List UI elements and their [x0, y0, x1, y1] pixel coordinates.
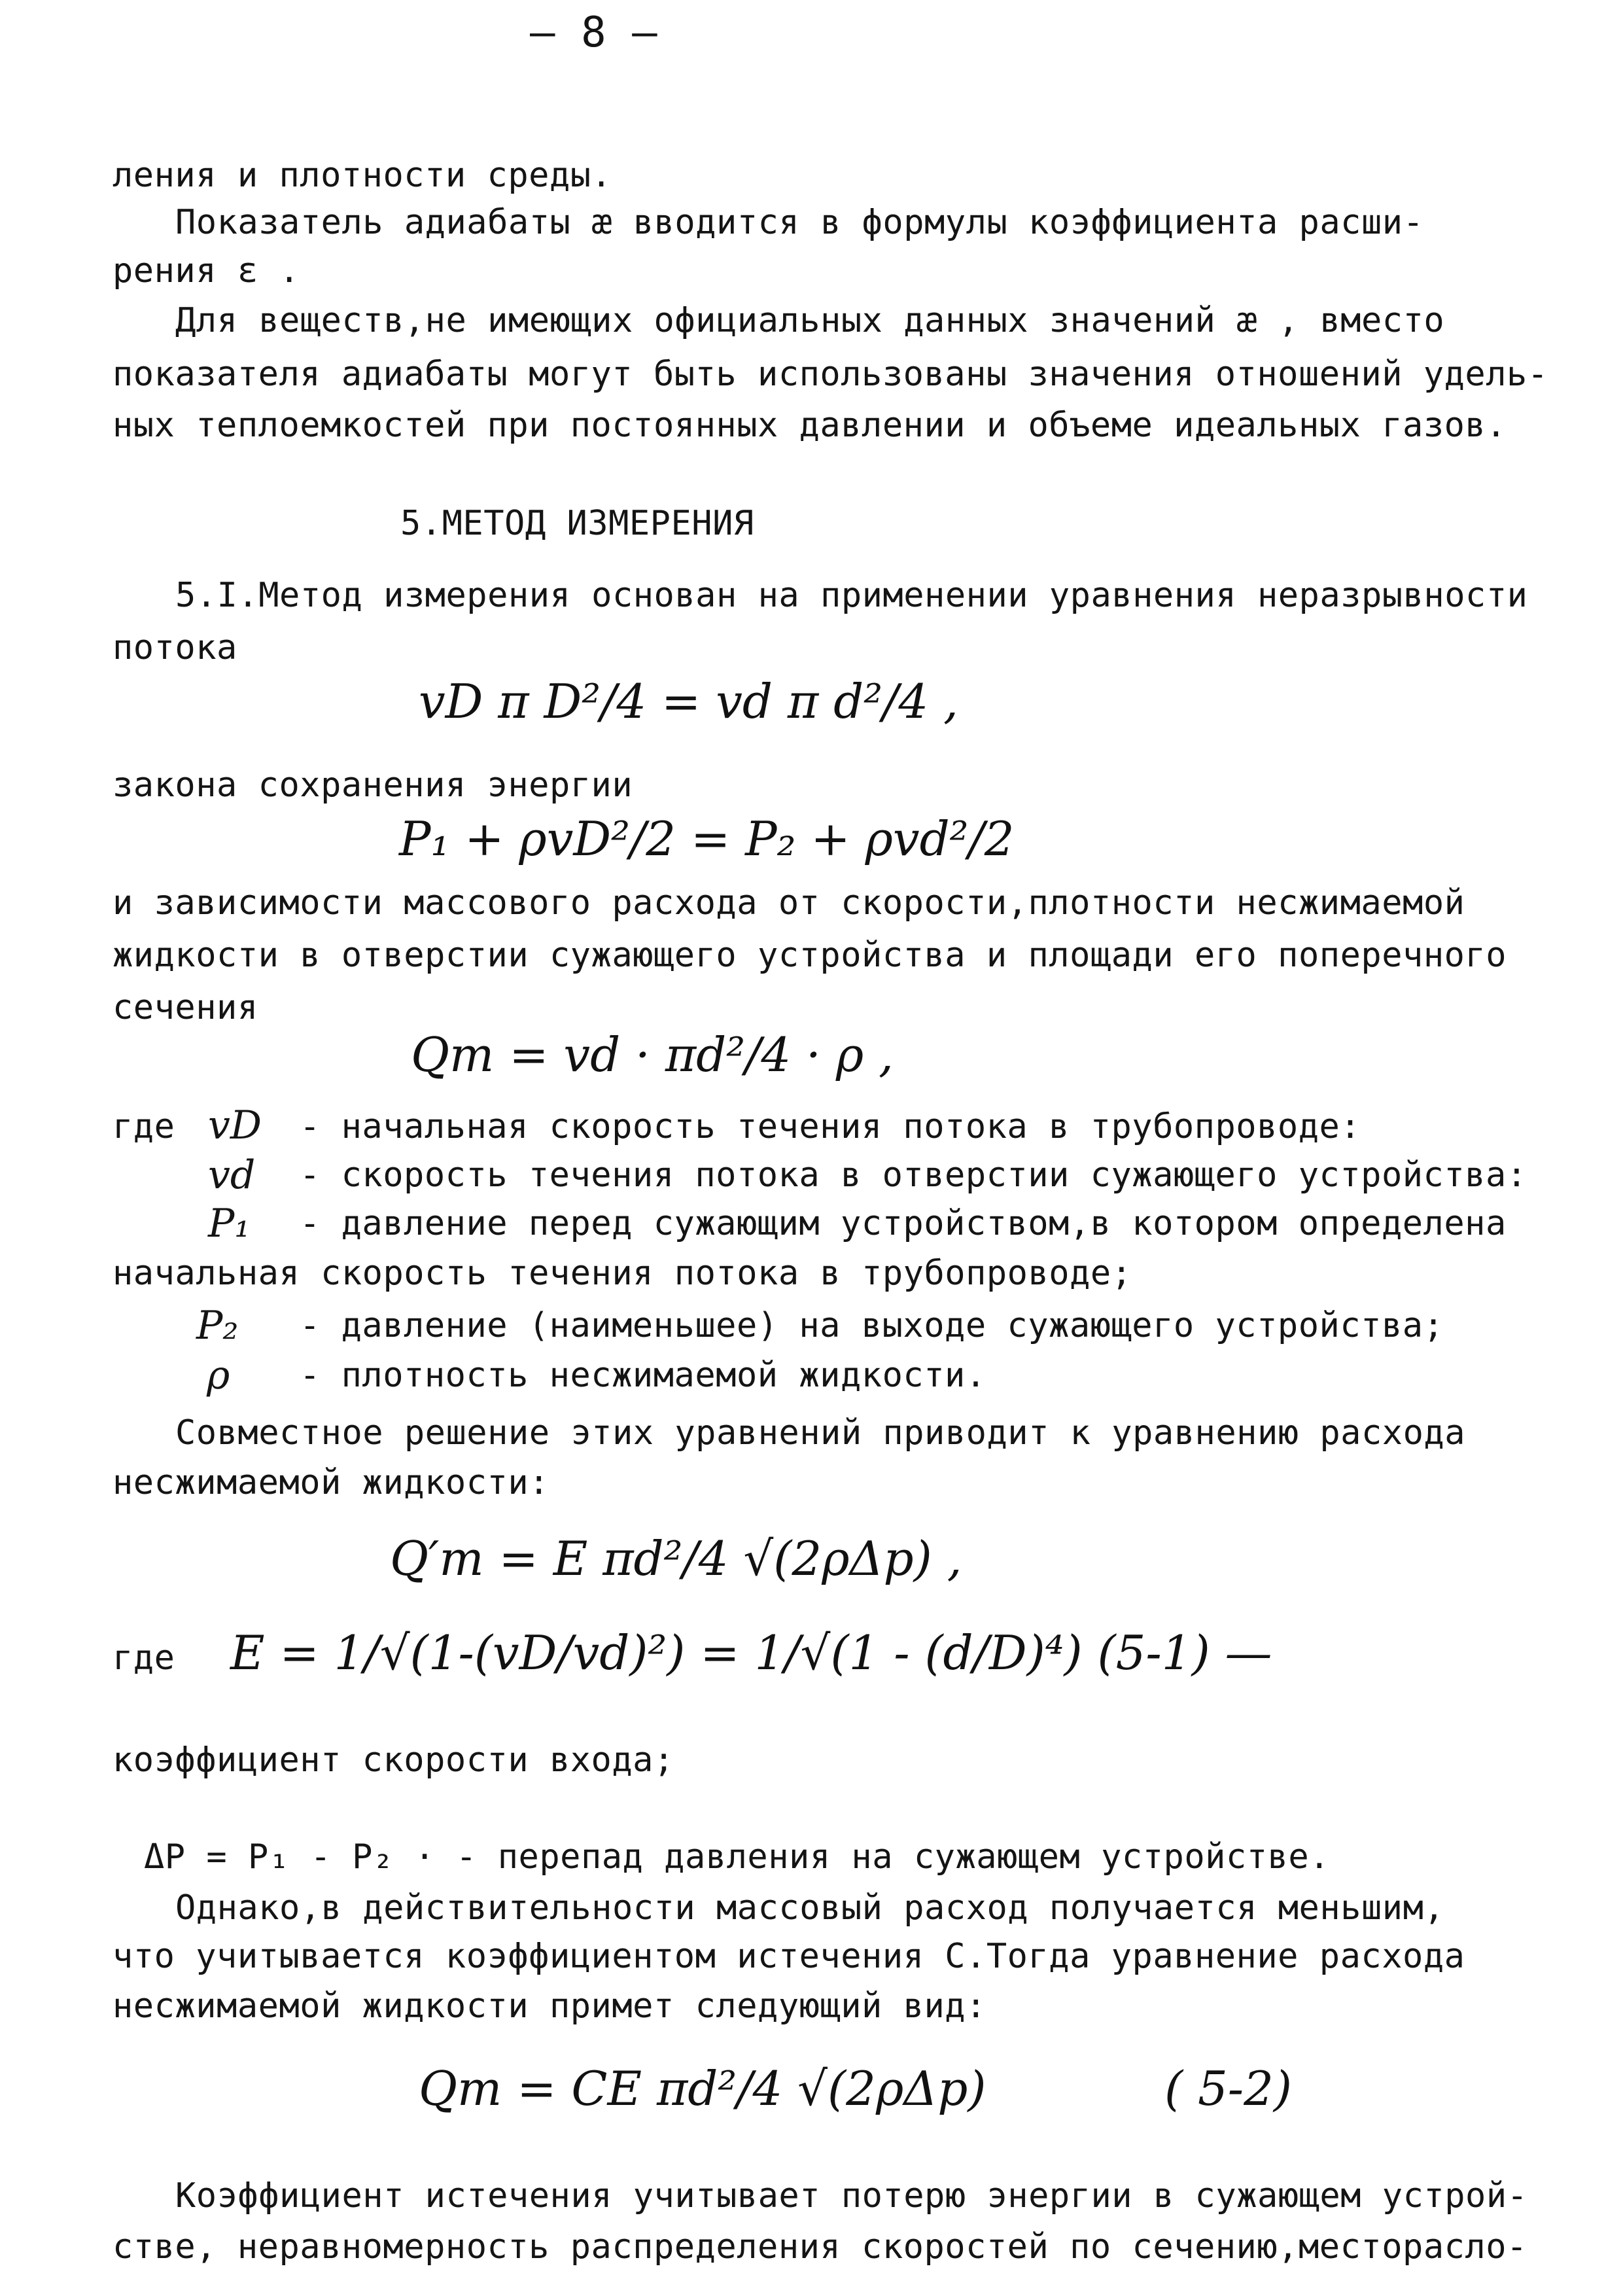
continuity-equation: 𝑣𝐷 π D²/4 = 𝑣𝑑 π d²/4 , [419, 674, 958, 729]
closing-line-1: Коэффициент истечения учитывает потерю энергии в сужающем устрой- [175, 2176, 1528, 2216]
actual-flow-equation: Qm = CE πd²/4 √(2ρΔp) [419, 2061, 986, 2116]
intro-line-2: Показатель адиабаты ӕ вводится в формулы коэффициента расши- [175, 203, 1424, 242]
mass-flow-equation: Qm = 𝑣𝑑 · πd²/4 · ρ , [411, 1027, 894, 1082]
def-vD: - начальная скорость течения потока в трубопроводе: [300, 1107, 1361, 1146]
joint-line-1: Совместное решение этих уравнений приводит к уравнению расхода [175, 1413, 1466, 1453]
pressure-drop-line: ΔP = P₁ - P₂ · - перепад давления на сужающем устройстве. [144, 1837, 1330, 1877]
s51-line-1: 5.I.Метод измерения основан на применении уравнения неразрывности [175, 576, 1528, 615]
page-number: — 8 — [530, 9, 658, 57]
closing-line-2: стве, неравномерность распределения скоростей по сечению,месторасло- [113, 2227, 1527, 2267]
ideal-flow-equation: Q′m = E πd²/4 √(2ρΔp) , [390, 1531, 962, 1586]
def-P1: - давление перед сужающим устройством,в котором определена [300, 1204, 1507, 1243]
symbol-vd: 𝑣𝑑 [208, 1152, 256, 1198]
velocity-coefficient-equation: E = 1/√(1-(𝑣𝐷/𝑣𝑑)²) = 1/√(1 - (d/D)⁴) (5-1) — [230, 1625, 1272, 1680]
s51-line-5: жидкости в отверстии сужающего устройства и площади его поперечного [113, 936, 1507, 975]
equation-number: ( 5-2) [1164, 2061, 1293, 2116]
def-vd: - скорость течения потока в отверстии сужающего устройства: [300, 1156, 1527, 1195]
symbol-vD: 𝑣𝐷 [208, 1103, 262, 1148]
def-rho: - плотность несжимаемой жидкости. [300, 1356, 986, 1395]
however-line-2: что учитывается коэффициентом истечения С.Тогда уравнение расхода [113, 1937, 1465, 1976]
where-label: где [113, 1107, 175, 1146]
energy-equation: P₁ + ρ𝑣𝐷²/2 = P₂ + ρ𝑣𝑑²/2 [399, 811, 1015, 866]
intro-line-6: ных теплоемкостей при постоянных давлении и объеме идеальных газов. [113, 406, 1507, 445]
section-title: 5.МЕТОД ИЗМЕРЕНИЯ [400, 504, 754, 543]
symbol-rho: ρ [207, 1352, 230, 1398]
where-label-2: где [113, 1638, 175, 1678]
intro-line-4: Для веществ,не имеющих официальных данных значений ӕ , вместо [175, 301, 1445, 340]
def-P2: - давление (наименьшее) на выходе сужающего устройства; [300, 1306, 1444, 1345]
intro-line-3: рения ε . [113, 251, 300, 291]
s51-line-3: закона сохранения энергии [113, 766, 633, 805]
joint-line-2: несжимаемой жидкости: [113, 1463, 550, 1502]
s51-line-2: потока [113, 628, 237, 667]
however-line-1: Однако,в действительности массовый расход получается меньшим, [175, 1888, 1445, 1928]
s51-line-4: и зависимости массового расхода от скорости,плотности несжимаемой [113, 883, 1465, 923]
intro-line-5: показателя адиабаты могут быть использованы значения отношений удель- [113, 355, 1548, 394]
s51-line-6: сечения [113, 988, 258, 1027]
symbol-P1: P₁ [208, 1201, 251, 1246]
def-P1-cont: начальная скорость течения потока в трубопроводе; [113, 1254, 1132, 1293]
intro-line-1: ления и плотности среды. [113, 156, 612, 195]
however-line-3: несжимаемой жидкости примет следующий вид: [113, 1987, 986, 2026]
joint-line-3: коэффициент скорости входа; [113, 1740, 674, 1780]
symbol-P2: P₂ [196, 1303, 239, 1349]
